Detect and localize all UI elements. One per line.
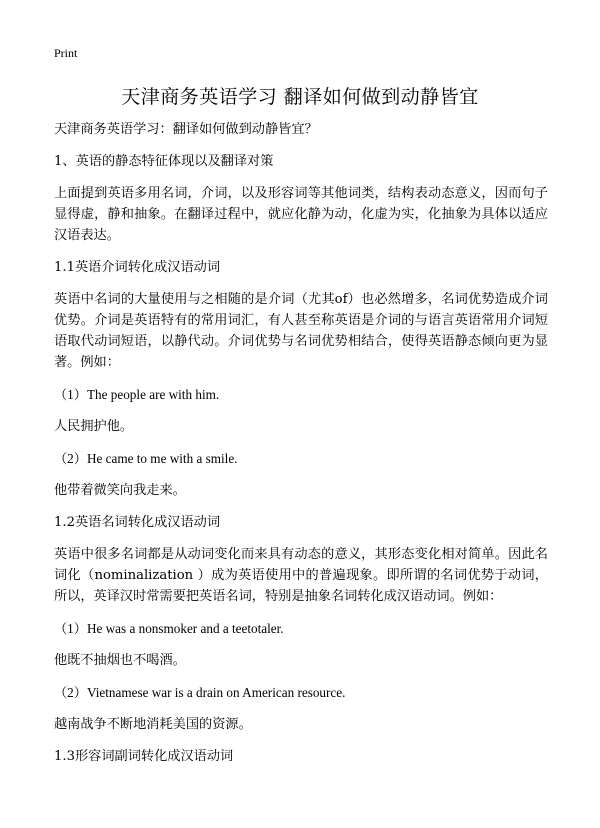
example-1-2-2-english: （2）Vietnamese war is a drain on American resource. (54, 685, 346, 700)
example-1-1-2-english: （2）He came to me with a smile. (54, 451, 238, 466)
example-1-1-2-chinese: 他带着微笑向我走来。 (54, 483, 186, 498)
document-title: 天津商务英语学习 翻译如何做到动静皆宜 (121, 86, 479, 108)
example-1-1-1-english: （1）The people are with him. (54, 387, 220, 402)
section-heading-1: 1、英语的静态特征体现以及翻译对策 (54, 154, 274, 169)
subsection-1-1-paragraph: 英语中名词的大量使用与之相随的是介词（尤其of）也必然增多，名词优势造成介词优势。介词是英语特有的常用词汇，有人甚至称英语是介词的与语言英语常用介词短语取代动词短语，以静代动。介词优势与名词优势相结合，使得英语静态倾向更为显著。例如： (54, 292, 548, 370)
subsection-heading-1-3: 1.3形容词副词转化成汉语动词 (54, 749, 234, 764)
intro-line: 天津商务英语学习：翻译如何做到动静皆宜？ (54, 122, 318, 137)
document-body (54, 119, 548, 778)
subsection-1-2-paragraph: 英语中很多名词都是从动词变化而来具有动态的意义，其形态变化相对简单。因此名词化（nominalization ）成为英语使用中的普遍现象。即所谓的名词优势于动词，所以，英译汉时常需要把英语名词，特别是抽象名词转化成汉语动词。例如： (54, 547, 548, 604)
example-1-2-1-chinese: 他既不抽烟也不喝酒。 (54, 653, 186, 668)
subsection-heading-1-2: 1.2英语名词转化成汉语动词 (54, 515, 221, 530)
example-1-2-1-english: （1）He was a nonsmoker and a teetotaler. (54, 621, 284, 636)
subsection-heading-1-1: 1.1英语介词转化成汉语动词 (54, 260, 221, 275)
example-1-2-2-chinese: 越南战争不断地消耗美国的资源。 (54, 717, 252, 732)
section-1-paragraph: 上面提到英语多用名词，介词，以及形容词等其他词类，结构表动态意义，因而句子显得虚，静和抽象。在翻译过程中，就应化静为动，化虚为实，化抽象为具体以适应汉语表达。 (54, 186, 548, 243)
example-1-1-1-chinese: 人民拥护他。 (54, 419, 134, 434)
print-label: Print (54, 46, 78, 60)
